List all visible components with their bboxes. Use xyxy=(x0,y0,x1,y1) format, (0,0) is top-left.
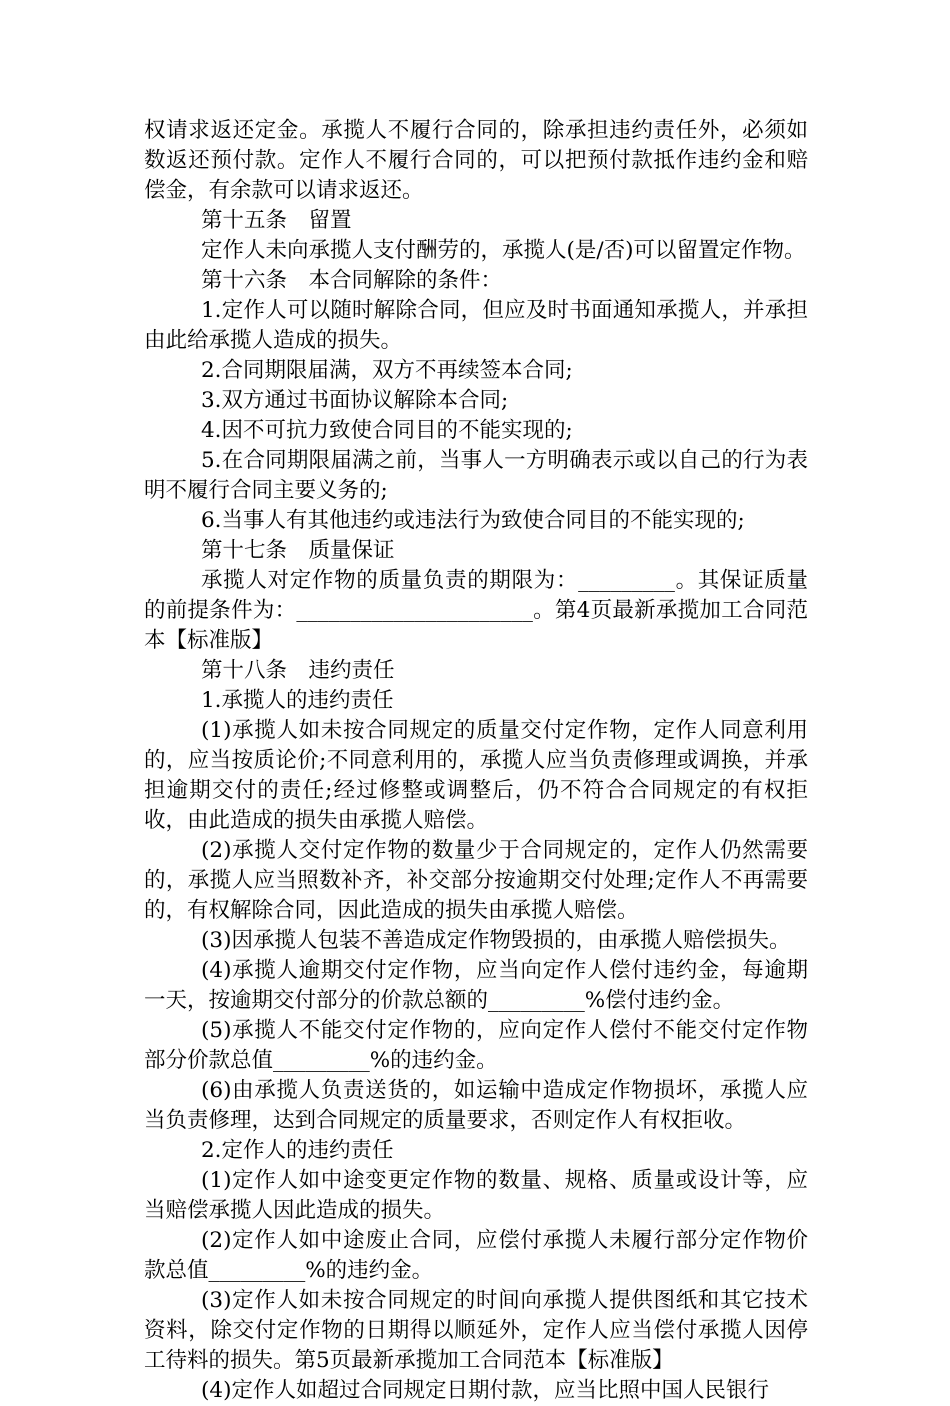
contractor-liability-item-5: (5)承揽人不能交付定作物的，应向定作人偿付不能交付定作物部分价款总值_________%的违约金。 xyxy=(144,1018,808,1073)
document-page xyxy=(144,116,808,1406)
article-16-item-1: 1.定作人可以随时解除合同，但应及时书面通知承揽人，并承担由此给承揽人造成的损失。 xyxy=(144,298,808,353)
article-17-heading: 第十七条 质量保证 xyxy=(201,538,395,563)
article-17-body: 承揽人对定作物的质量负责的期限为：_________。其保证质量的前提条件为：______________________。第4页最新承揽加工合同范本【标准版】 xyxy=(144,568,808,653)
contractor-liability-item-4: (4)承揽人逾期交付定作物，应当向定作人偿付违约金，每逾期一天，按逾期交付部分的价款总额的_________%偿付违约金。 xyxy=(144,958,808,1013)
article-16-item-5: 5.在合同期限届满之前，当事人一方明确表示或以自己的行为表明不履行合同主要义务的; xyxy=(144,448,808,503)
article-18-heading: 第十八条 违约责任 xyxy=(201,658,395,683)
contractor-liability-item-2: (2)承揽人交付定作物的数量少于合同规定的，定作人仍然需要的，承揽人应当照数补齐，补交部分按逾期交付处理;定作人不再需要的，有权解除合同，因此造成的损失由承揽人赔偿。 xyxy=(144,838,808,923)
client-liability-item-3: (3)定作人如未按合同规定的时间向承揽人提供图纸和其它技术资料，除交付定作物的日期得以顺延外，定作人应当偿付承揽人因停工待料的损失。第5页最新承揽加工合同范本【标准版】 xyxy=(144,1288,808,1373)
contractor-liability-item-1: (1)承揽人如未按合同规定的质量交付定作物，定作人同意利用的，应当按质论价;不同意利用的，承揽人应当负责修理或调换，并承担逾期交付的责任;经过修整或调整后，仍不符合合同规定的有权拒收，由此造成的损失由承揽人赔偿。 xyxy=(144,718,808,833)
article-16-heading: 第十六条 本合同解除的条件： xyxy=(201,268,503,293)
article-16-item-4: 4.因不可抗力致使合同目的不能实现的; xyxy=(201,418,573,443)
client-liability-item-4: (4)定作人如超过合同规定日期付款，应当比照中国人民银行 xyxy=(201,1378,769,1403)
contractor-liability-item-6: (6)由承揽人负责送货的，如运输中造成定作物损坏，承揽人应当负责修理，达到合同规定的质量要求，否则定作人有权拒收。 xyxy=(144,1078,808,1133)
article-16-item-2: 2.合同期限届满，双方不再续签本合同; xyxy=(201,358,573,383)
paragraph-continuation: 权请求返还定金。承揽人不履行合同的，除承担违约责任外，必须如数返还预付款。定作人不履行合同的，可以把预付款抵作违约金和赔偿金，有余款可以请求返还。 xyxy=(144,118,808,203)
client-liability-item-2: (2)定作人如中途废止合同，应偿付承揽人未履行部分定作物价款总值_________%的违约金。 xyxy=(144,1228,808,1283)
article-16-item-3: 3.双方通过书面协议解除本合同; xyxy=(201,388,509,413)
client-liability-item-1: (1)定作人如中途变更定作物的数量、规格、质量或设计等，应当赔偿承揽人因此造成的损失。 xyxy=(144,1168,808,1223)
article-15-heading: 第十五条 留置 xyxy=(201,208,352,233)
contractor-liability-heading: 1.承揽人的违约责任 xyxy=(201,688,394,713)
article-16-item-6: 6.当事人有其他违约或违法行为致使合同目的不能实现的; xyxy=(201,508,745,533)
client-liability-heading: 2.定作人的违约责任 xyxy=(201,1138,394,1163)
article-15-body: 定作人未向承揽人支付酬劳的，承揽人(是/否)可以留置定作物。 xyxy=(201,238,806,263)
contractor-liability-item-3: (3)因承揽人包装不善造成定作物毁损的，由承揽人赔偿损失。 xyxy=(201,928,791,953)
